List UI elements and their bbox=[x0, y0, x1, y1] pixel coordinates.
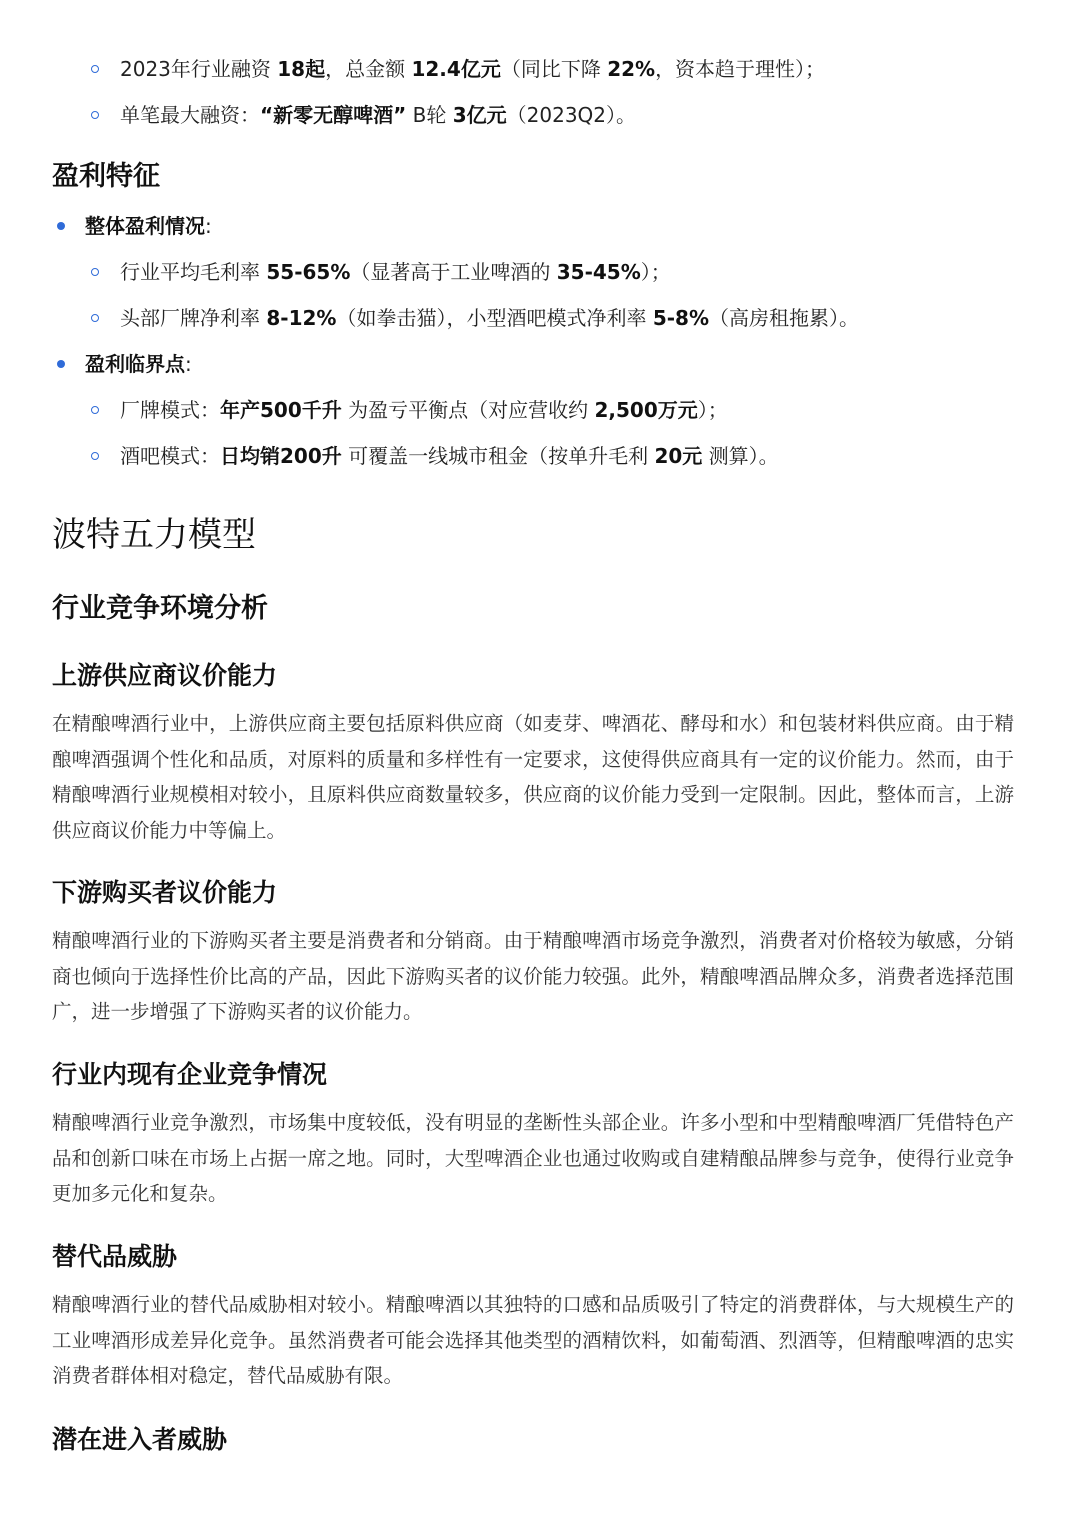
profit-heading: 盈利特征 bbox=[52, 161, 160, 192]
text: 厂牌模式： bbox=[120, 398, 220, 422]
bold-text: 12.4亿元 bbox=[411, 57, 501, 81]
porter-subtitle: 行业竞争环境分析 bbox=[52, 593, 268, 624]
text: （同比下降 bbox=[500, 57, 608, 81]
bold-text: 2,500万元 bbox=[594, 398, 698, 422]
section-text-buyer: 精酿啤酒行业的下游购买者主要是消费者和分销商。由于精酿啤酒市场竞争激烈，消费者对价格较为敏感，分销商也倾向于选择性价比高的产品，因此下游购买者的议价能力较强。此外，精酿啤酒品牌众多，消费者选择范围广，进一步增强了下游购买者的议价能力。 bbox=[52, 929, 1014, 1023]
section-text-substitutes: 精酿啤酒行业的替代品威胁相对较小。精酿啤酒以其独特的口感和品质吸引了特定的消费群体，与大规模生产的工业啤酒形成差异化竞争。虽然消费者可能会选择其他类型的酒精饮料，如葡萄酒、烈酒等，但精酿啤酒的忠实消费者群体相对稳定，替代品威胁有限。 bbox=[52, 1293, 1014, 1387]
breakeven-item-1 bbox=[120, 396, 728, 424]
text: （高房租拖累）。 bbox=[708, 306, 859, 330]
text: 单笔最大融资： bbox=[120, 103, 260, 127]
bold-text: 盈利临界点 bbox=[85, 352, 185, 376]
text: （显著高于工业啤酒的 bbox=[350, 260, 557, 284]
text: （如拳击猫），小型酒吧模式净利率 bbox=[336, 306, 653, 330]
financing-item-2 bbox=[120, 101, 636, 129]
sub-bullet-icon bbox=[91, 65, 99, 73]
bullet-icon bbox=[57, 222, 65, 230]
text: 行业平均毛利率 bbox=[120, 260, 267, 284]
text: 2023年行业融资 bbox=[120, 57, 278, 81]
text: 头部厂牌净利率 bbox=[120, 306, 267, 330]
financing-item-1 bbox=[120, 55, 825, 83]
bold-text: 年产500千升 bbox=[220, 398, 342, 422]
bold-text: 8-12% bbox=[266, 306, 337, 330]
bold-text: 3亿元 bbox=[452, 103, 507, 127]
section-heading-new-entrants: 潜在进入者威胁 bbox=[52, 1425, 228, 1454]
text: 可覆盖一线城市租金（按单升毛利 bbox=[341, 444, 655, 468]
sub-bullet-icon bbox=[91, 406, 99, 414]
section-heading-rivalry: 行业内现有企业竞争情况 bbox=[52, 1060, 328, 1089]
bold-text: 5-8% bbox=[652, 306, 709, 330]
bold-text: 整体盈利情况 bbox=[85, 214, 205, 238]
section-heading-supplier: 上游供应商议价能力 bbox=[52, 661, 278, 690]
section-heading-substitutes: 替代品威胁 bbox=[52, 1242, 178, 1271]
text: B轮 bbox=[406, 103, 453, 127]
sub-bullet-icon bbox=[91, 452, 99, 460]
breakeven-item-2 bbox=[120, 442, 779, 470]
overall-profit-item-2 bbox=[120, 304, 859, 332]
text: ）； bbox=[640, 260, 671, 284]
sub-bullet-icon bbox=[91, 314, 99, 322]
text: （2023Q2）。 bbox=[506, 103, 637, 127]
breakeven-label bbox=[85, 350, 192, 378]
bold-text: 日均销200升 bbox=[220, 444, 342, 468]
text: 为盈亏平衡点（对应营收约 bbox=[341, 398, 595, 422]
text: ，资本趋于理性）； bbox=[655, 57, 826, 81]
overall-profit-item-1 bbox=[120, 258, 671, 286]
bold-text: 35-45% bbox=[556, 260, 641, 284]
bullet-icon bbox=[57, 360, 65, 368]
sub-bullet-icon bbox=[91, 268, 99, 276]
overall-profit-label bbox=[85, 212, 212, 240]
text: ）； bbox=[697, 398, 728, 422]
section-text-rivalry: 精酿啤酒行业竞争激烈，市场集中度较低，没有明显的垄断性头部企业。许多小型和中型精酿啤酒厂凭借特色产品和创新口味在市场上占据一席之地。同时，大型啤酒企业也通过收购或自建精酿品牌参与竞争，使得行业竞争更加多元化和复杂。 bbox=[52, 1111, 1014, 1205]
sub-bullet-icon bbox=[91, 111, 99, 119]
text: 测算）。 bbox=[702, 444, 779, 468]
bold-text: “新零无醇啤酒” bbox=[260, 103, 407, 127]
bold-text: 18起 bbox=[277, 57, 326, 81]
bold-text: 55-65% bbox=[266, 260, 351, 284]
section-heading-buyer: 下游购买者议价能力 bbox=[52, 878, 278, 907]
section-text-supplier: 在精酿啤酒行业中，上游供应商主要包括原料供应商（如麦芽、啤酒花、酵母和水）和包装材料供应商。由于精酿啤酒强调个性化和品质，对原料的质量和多样性有一定要求，这使得供应商具有一定的议价能力。然而，由于精酿啤酒行业规模相对较小，且原料供应商数量较多，供应商的议价能力受到一定限制。因此，整体而言，上游供应商议价能力中等偏上。 bbox=[52, 712, 1014, 842]
text: 酒吧模式： bbox=[120, 444, 220, 468]
text: ，总金额 bbox=[325, 57, 412, 81]
bold-text: 22% bbox=[607, 57, 656, 81]
porter-title: 波特五力模型 bbox=[52, 515, 256, 555]
bold-text: 20元 bbox=[654, 444, 703, 468]
text: : bbox=[185, 352, 192, 376]
text: : bbox=[205, 214, 212, 238]
